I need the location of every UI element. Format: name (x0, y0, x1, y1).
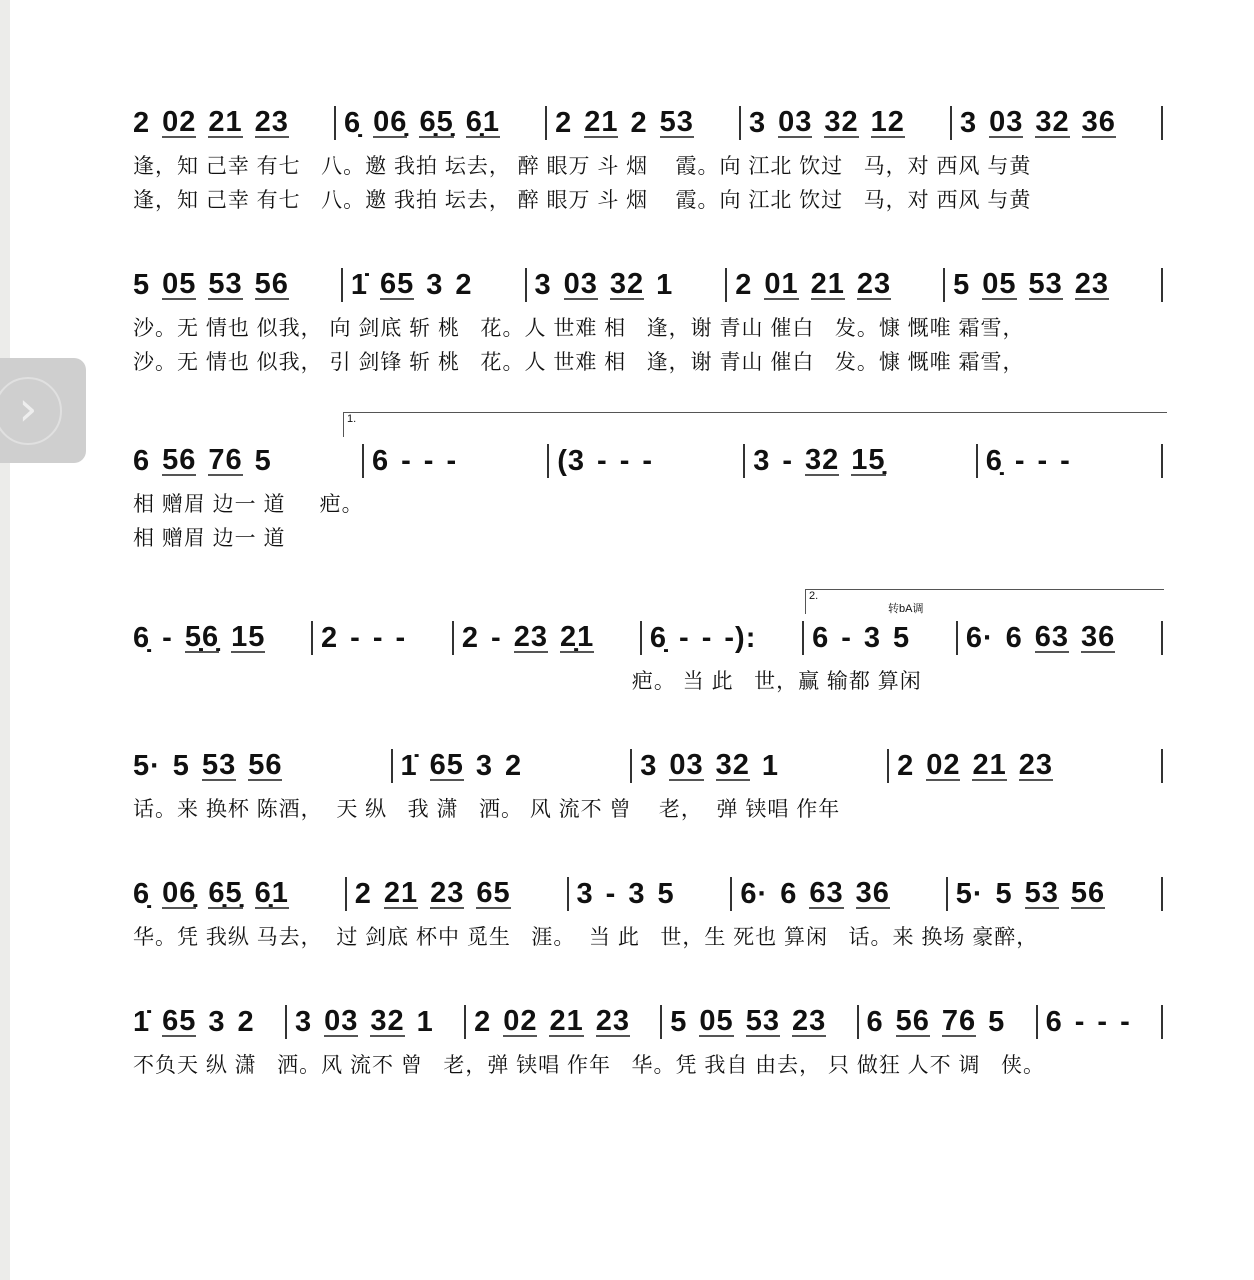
note: 53 (1028, 268, 1063, 300)
measure (642, 621, 804, 655)
lyric-line: 疤。 当 此 世，赢 输都 算闲 (133, 670, 922, 693)
measure (133, 1005, 287, 1039)
note: 23 (791, 1005, 827, 1037)
note: 3 (753, 444, 771, 477)
note: 03 (778, 106, 813, 138)
note: - (1120, 1005, 1131, 1038)
note: 2 (735, 268, 753, 301)
note: 15̣ (851, 444, 886, 476)
measure (732, 877, 947, 911)
note: 56 (1070, 877, 1106, 909)
note: - (701, 621, 713, 654)
note: 3 (534, 268, 552, 301)
lyric-line: 相 赠眉 边一 道 疤。 (133, 493, 364, 516)
note: 3 (748, 106, 767, 139)
note: - (841, 621, 852, 654)
note: 21 (383, 877, 419, 909)
note: - (446, 444, 458, 477)
note: 23 (595, 1005, 630, 1037)
note: 23 (430, 877, 465, 909)
note: 53 (1024, 877, 1059, 909)
note: 5 (172, 749, 190, 782)
measure (133, 268, 343, 302)
note: 36 (1081, 106, 1116, 138)
note: 36 (1081, 621, 1116, 653)
note: 05 (162, 268, 197, 300)
note: 56 (162, 444, 197, 476)
note: 2 (555, 106, 573, 139)
note: 5 (254, 444, 272, 477)
note: 65 (162, 1005, 197, 1037)
note: 3 (208, 1005, 226, 1038)
measure (727, 268, 945, 302)
note: 2 (630, 106, 648, 139)
measure (133, 444, 364, 478)
note: 53 (659, 106, 694, 138)
note: - (619, 444, 631, 477)
note: 6̣5̣ (208, 877, 243, 909)
note: 5 (670, 1005, 688, 1038)
note: - (401, 444, 412, 477)
measure (287, 1005, 466, 1039)
note: 03 (669, 749, 704, 781)
measure (632, 749, 889, 783)
score-row (133, 100, 1163, 218)
note: 2 (237, 1005, 255, 1038)
measure (952, 106, 1163, 140)
note: 5 (995, 877, 1013, 910)
lyric-line: 话。来 换杯 陈酒， 天 纵 我 潇 洒。 风 流不 曾 老， 弹 铗唱 作年 (133, 798, 841, 821)
note: 03 (989, 106, 1024, 138)
staff (133, 743, 1163, 783)
note: 6̣ (985, 444, 1003, 477)
note: 1̇ (400, 749, 418, 782)
page-edge (0, 0, 10, 1280)
measure (133, 106, 336, 140)
lyric-line: 逢，知 己幸 有七 八。邀 我拍 坛去， 醉 眼万 斗 烟 霞。向 江北 饮过 马，对 西风 与黄 (133, 155, 1032, 178)
note: 6 (1045, 1005, 1063, 1038)
note: 2 (321, 621, 339, 654)
measure (569, 877, 733, 911)
note: 65 (380, 268, 415, 300)
note: 06̣ (373, 106, 408, 138)
note: 23 (1018, 749, 1053, 781)
measure (133, 877, 347, 911)
note: 01 (764, 268, 799, 300)
measure (466, 1005, 662, 1039)
note: 76 (941, 1005, 977, 1037)
note: 6̣ (133, 877, 151, 910)
note: 1̇ (133, 1005, 151, 1038)
measure (978, 444, 1163, 478)
lyric-line: 华。凭 我纵 马去， 过 剑底 杯中 觅生 涯。 当 此 世，生 死也 算闲 话。来 换场 豪醉， (133, 926, 1039, 949)
note: 6· (740, 877, 769, 910)
note: - (605, 877, 617, 910)
measure (741, 106, 952, 140)
note: 12 (870, 106, 905, 138)
note: 05 (699, 1005, 734, 1037)
measure (889, 749, 1163, 783)
note: 6 (133, 444, 151, 477)
note: 53 (745, 1005, 780, 1037)
note: - (350, 621, 361, 654)
note: 5· (955, 877, 984, 910)
measure (364, 444, 549, 478)
note: 3 (294, 1005, 313, 1038)
note: 6̣ (133, 621, 151, 654)
note: 65 (476, 877, 511, 909)
note: 15 (231, 621, 266, 653)
volta-bracket: 1. (343, 412, 1167, 437)
lyric-line: 沙。无 情也 似我， 向 剑底 斩 桃 花。人 世难 相 逢，谢 青山 催白 发。慷 慨唯 霜雪， (133, 317, 1025, 340)
note: - (395, 621, 407, 654)
measure (859, 1005, 1038, 1039)
note: 63 (809, 877, 844, 909)
note: 3 (576, 877, 594, 910)
note: 6 (371, 444, 390, 477)
note: 21 (972, 749, 1007, 781)
note: 2 (133, 106, 151, 139)
note: 6 (1005, 621, 1023, 654)
note: 1 (416, 1005, 434, 1038)
note: - (491, 621, 502, 654)
note: 1 (761, 749, 780, 782)
note: 03 (563, 268, 598, 300)
note: - (782, 444, 794, 477)
score-row (133, 871, 1163, 955)
measure (313, 621, 454, 655)
note: 5 (988, 1005, 1006, 1038)
note: 32 (715, 749, 750, 781)
measure (549, 444, 745, 478)
note: 32 (1035, 106, 1070, 138)
note: 2 (354, 877, 372, 910)
note: 02 (926, 749, 961, 781)
note: 32 (805, 444, 840, 476)
note: 6 (780, 877, 798, 910)
note: 21 (208, 106, 243, 138)
note: 1̇ (350, 268, 369, 301)
note: 3 (863, 621, 882, 654)
measure (454, 621, 642, 655)
note: 2̣1 (559, 621, 595, 653)
measure (745, 444, 977, 478)
volta-bracket: 2. (805, 589, 1164, 614)
measure (958, 621, 1163, 655)
note: (3 (557, 444, 586, 477)
note: 6̣ (649, 621, 668, 654)
note: 32 (824, 106, 859, 138)
note: 23 (513, 621, 548, 653)
measure (133, 621, 313, 655)
note: 6̣5̣ (419, 106, 454, 138)
note: 32 (370, 1005, 405, 1037)
note: 06̣ (162, 877, 197, 909)
measure (347, 877, 569, 911)
staff (133, 615, 1163, 655)
note: - (597, 444, 608, 477)
score-row (133, 413, 1163, 556)
lyric-line: 逢，知 己幸 有七 八。邀 我拍 坛去， 醉 眼万 斗 烟 霞。向 江北 饮过 马，对 西风 与黄 (133, 189, 1032, 212)
note: 6̣1 (254, 877, 289, 909)
note: 21 (549, 1005, 584, 1037)
note: 2 (461, 621, 480, 654)
note: 56 (254, 268, 289, 300)
note: - (1060, 444, 1071, 477)
note: 6 (866, 1005, 884, 1038)
staff (133, 438, 1163, 478)
note: 65 (429, 749, 464, 781)
measure (662, 1005, 858, 1039)
note: - (372, 621, 384, 654)
note: 5 (133, 268, 151, 301)
note: 32 (609, 268, 645, 300)
note: 21 (810, 268, 845, 300)
note: 21 (584, 106, 619, 138)
key-change-label: 转bA调 (888, 603, 924, 615)
note: 23 (1074, 268, 1110, 300)
note: 3 (960, 106, 978, 139)
note: 5 (893, 621, 911, 654)
note: 2 (474, 1005, 492, 1038)
note: - (423, 444, 435, 477)
note: - (1037, 444, 1049, 477)
lyric-line: 沙。无 情也 似我， 引 剑锋 斩 桃 花。人 世难 相 逢，谢 青山 催白 发。慷 慨唯 霜雪， (133, 351, 1025, 374)
staff (133, 262, 1163, 302)
measure (945, 268, 1163, 302)
note: 5· (133, 749, 161, 782)
note: - (679, 621, 690, 654)
measure (547, 106, 741, 140)
note: 5 (953, 268, 971, 301)
score-row (133, 262, 1163, 380)
note: 53 (201, 749, 237, 781)
note: 6· (965, 621, 994, 654)
note: 5 (657, 877, 675, 910)
score-row (133, 999, 1163, 1083)
note: - (642, 444, 654, 477)
note: 3 (475, 749, 494, 782)
note: - (1097, 1005, 1109, 1038)
note: 2 (897, 749, 915, 782)
note: 23 (856, 268, 892, 300)
score-row (133, 743, 1163, 827)
score-row (133, 590, 1163, 699)
note: 36 (855, 877, 890, 909)
next-page-button[interactable] (0, 358, 86, 463)
note: 76 (208, 444, 243, 476)
note: 03 (324, 1005, 359, 1037)
note: 6 (812, 621, 830, 654)
note: 56 (248, 749, 283, 781)
note: - (1014, 444, 1026, 477)
note: 02 (503, 1005, 538, 1037)
note: -): (724, 621, 757, 654)
measure (336, 106, 547, 140)
lyric-line: 相 赠眉 边一 道 (133, 527, 286, 550)
note: 3 (426, 268, 444, 301)
staff (133, 871, 1163, 911)
chevron-right-icon: › (0, 377, 62, 445)
measure (393, 749, 633, 783)
note: 23 (254, 106, 289, 138)
note: 3 (640, 749, 658, 782)
note: 53 (208, 268, 243, 300)
measure (343, 268, 527, 302)
staff (133, 100, 1163, 140)
measure (1038, 1005, 1163, 1039)
measure (948, 877, 1163, 911)
note: 5̣6̣ (184, 621, 220, 653)
note: 3 (628, 877, 646, 910)
note: 02 (162, 106, 197, 138)
lyric-line: 不负天 纵 潇 洒。风 流不 曾 老，弹 铗唱 作年 华。凭 我自 由去， 只 做狂 人不 调 侠。 (133, 1054, 1046, 1077)
note: 05 (982, 268, 1017, 300)
note: 6̣1 (465, 106, 500, 138)
measure (133, 749, 393, 783)
measure (527, 268, 728, 302)
note: - (162, 621, 173, 654)
note: 63 (1034, 621, 1070, 653)
note: 1 (656, 268, 674, 301)
measure (804, 621, 958, 655)
note: 2 (505, 749, 523, 782)
note: - (1074, 1005, 1086, 1038)
note: 6̣ (344, 106, 362, 139)
note: 2 (455, 268, 473, 301)
staff (133, 999, 1163, 1039)
note: 56 (895, 1005, 930, 1037)
